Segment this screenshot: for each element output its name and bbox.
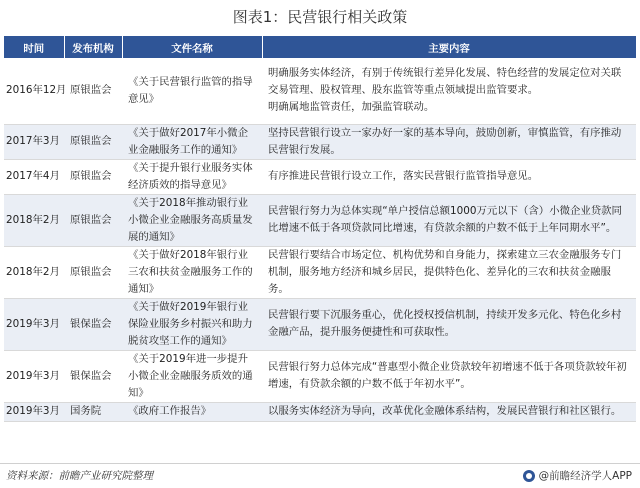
header-file: 文件名称 (122, 36, 262, 58)
cell-org: 银保监会 (64, 350, 122, 402)
cell-file: 《关于提升银行业服务实体经济质效的指导意见》 (122, 159, 262, 194)
chart-title: 图表1：民营银行相关政策 (232, 8, 408, 26)
cell-time: 2017年4月 (4, 159, 64, 194)
cell-time: 2016年12月 (4, 58, 64, 124)
cell-time: 2017年3月 (4, 124, 64, 159)
cell-org: 原银监会 (64, 194, 122, 246)
table-row (4, 194, 636, 246)
header-org: 发布机构 (64, 36, 122, 58)
cell-org: 原银监会 (64, 58, 122, 124)
cell-main: 民营银行努力总体完成“普惠型小微企业贷款较年初增速不低于各项贷款较年初增速，有贷款余额的户数不低于年初水平”。 (262, 350, 636, 402)
brand-label: @前瞻经济学人APP (538, 470, 632, 482)
table-row (4, 159, 636, 194)
table-row (4, 402, 636, 421)
cell-main: 以服务实体经济为导向，改革优化金融体系结构，发展民营银行和社区银行。 (262, 402, 636, 421)
brand (523, 464, 632, 488)
cell-org: 原银监会 (64, 124, 122, 159)
cell-main: 民营银行努力为总体实现“单户授信总额1000万元以下（含）小微企业贷款同比增速不低于各项贷款同比增速，有贷款余额的户数不低于上年同期水平”。 (262, 194, 636, 246)
cell-main: 有序推进民营银行设立工作，落实民营银行监管指导意见。 (262, 159, 636, 194)
table-row (4, 58, 636, 124)
cell-org: 原银监会 (64, 246, 122, 298)
cell-time: 2019年3月 (4, 350, 64, 402)
cell-org: 银保监会 (64, 298, 122, 350)
header-time: 时间 (4, 36, 64, 58)
policy-table (4, 36, 637, 422)
cell-org: 国务院 (64, 402, 122, 421)
cell-file: 《关于做好2017年小微企业金融服务工作的通知》 (122, 124, 262, 159)
qianzhan-logo-icon (523, 470, 535, 482)
cell-org: 原银监会 (64, 159, 122, 194)
cell-file: 《政府工作报告》 (122, 402, 262, 421)
cell-main: 民营银行要下沉服务重心，优化授权授信机制，持续开发多元化、特色化乡村金融产品，提升服务便捷性和可获取性。 (262, 298, 636, 350)
cell-file: 《关于2019年进一步提升小微企业金融服务质效的通知》 (122, 350, 262, 402)
source-note: 资料来源：前瞻产业研究院整理 (6, 470, 153, 482)
cell-file: 《关于做好2019年银行业保险业服务乡村振兴和助力脱贫攻坚工作的通知》 (122, 298, 262, 350)
cell-file: 《关于民营银行监管的指导意见》 (122, 58, 262, 124)
cell-time: 2018年2月 (4, 194, 64, 246)
cell-main: 民营银行要结合市场定位、机构优势和自身能力，探索建立三农金融服务专门机制，服务地方经济和城乡居民，提供特色化、差异化的三农和扶贫金融服务。 (262, 246, 636, 298)
table-row (4, 350, 636, 402)
table-header-row (4, 36, 636, 58)
footer (0, 463, 640, 488)
table-row (4, 298, 636, 350)
cell-file: 《关于2018年推动银行业小微企业金融服务高质量发展的通知》 (122, 194, 262, 246)
table-row (4, 124, 636, 159)
cell-main: 坚持民营银行设立一家办好一家的基本导向，鼓励创新，审慎监管，有序推动民营银行发展。 (262, 124, 636, 159)
cell-file: 《关于做好2018年银行业三农和扶贫金融服务工作的通知》 (122, 246, 262, 298)
header-main: 主要内容 (262, 36, 636, 58)
cell-main: 明确服务实体经济，有别于传统银行差异化发展、特色经营的发展定位对关联交易管理、股权管理、股东监管等重点领域提出监管要求。 明确属地监管责任，加强监管联动。 (262, 58, 636, 124)
cell-time: 2019年3月 (4, 298, 64, 350)
table-row (4, 246, 636, 298)
cell-time: 2019年3月 (4, 402, 64, 421)
cell-time: 2018年2月 (4, 246, 64, 298)
